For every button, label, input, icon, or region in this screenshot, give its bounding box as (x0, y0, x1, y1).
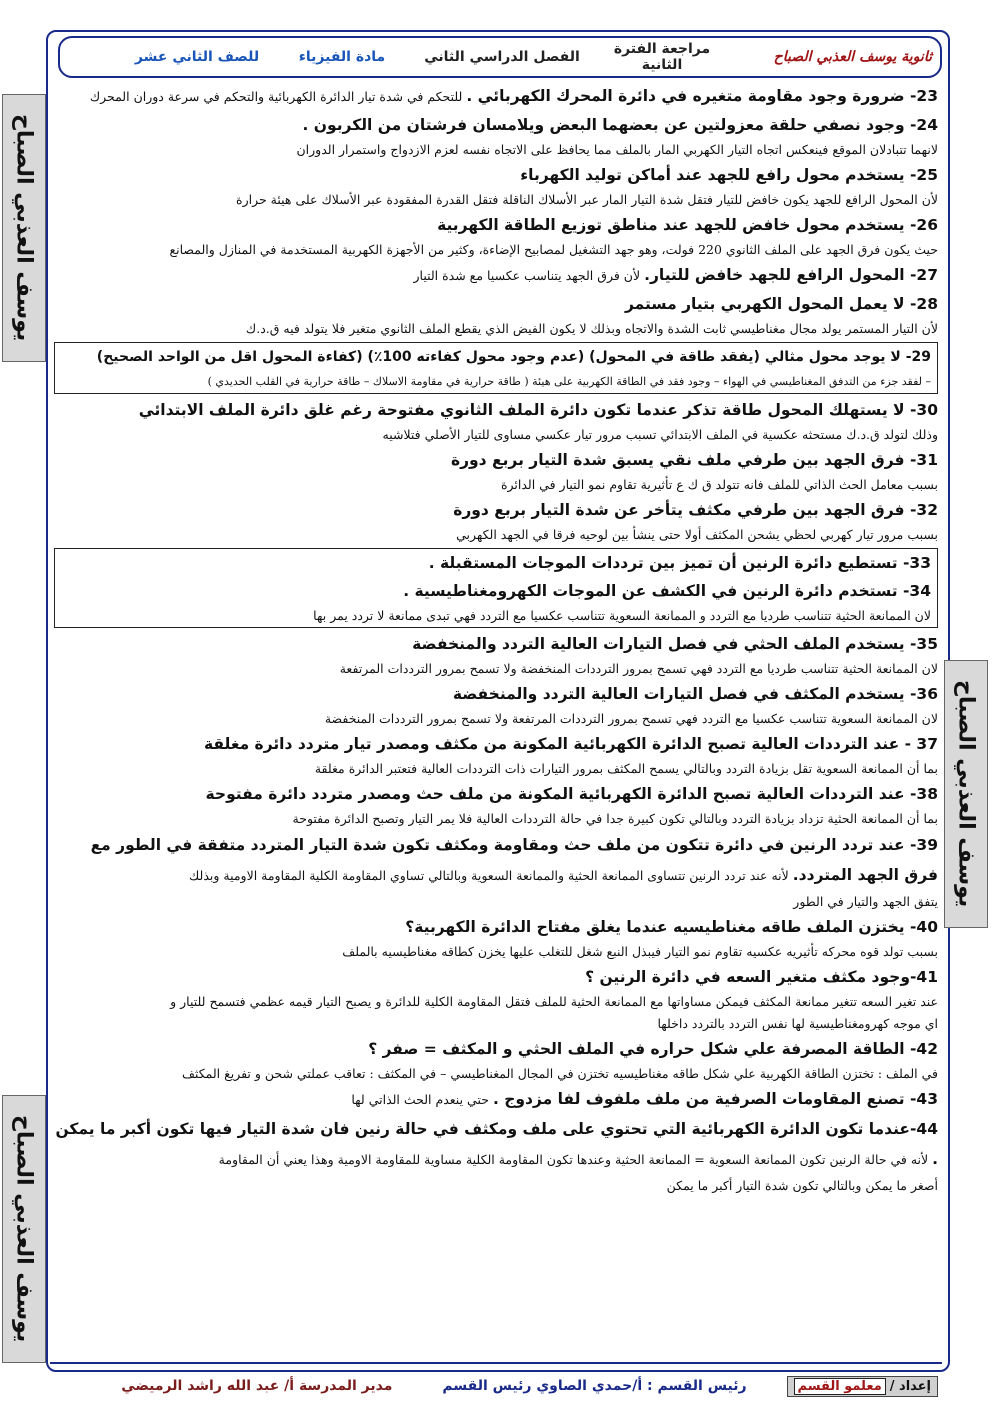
answer-text: لأن التيار المستمر يولد مجال مغناطيسي ثابت الشدة والاتجاه وبذلك لا يكون الفيض الذي يقطع الملف الثانوي متغير فلا يتولد فيه ق.د.ك (245, 321, 938, 336)
answer-inline: لأنه عند تردد الرنين تتساوى الممانعة الحثية والممانعة السعوية وبالتالي تساوي المقاومة الكلية المقاومة الاومية وبذلك (188, 868, 793, 883)
answer-text: في الملف : تختزن الطاقة الكهربية علي شكل طاقه مغناطيسيه تختزن في المجال المغناطيسي – في المكثف : تعاقب عملتي شحن و تفريغ المكثف (181, 1066, 938, 1081)
grade-label: للصف الثاني عشر (134, 49, 260, 65)
question-text: 28- لا يعمل المحول الكهربي بتيار مستمر (624, 295, 938, 313)
question-text: 25- يستخدم محول رافع للجهد عند أماكن توليد الكهرباء (520, 166, 938, 184)
answer-text: بسبب مرور تيار كهربي لحظي يشحن المكثف أولا حتى ينشأ بين لوحيه فرقا في الجهد الكهربي (456, 527, 938, 542)
question-text: 38- عند الترددات العالية تصبح الدائرة الكهربائية المكونة من ملف حث ومصدر متردد دائرة مفتوحة (205, 785, 938, 803)
side-banner-left-top (2, 94, 46, 362)
prepared-by-name: معلمو القسم (794, 1378, 886, 1395)
answer-text: يتفق الجهد والتيار في الطور (793, 894, 938, 909)
answer-text: لان الممانعة الحثية تتناسب طرديا مع التردد و الممانعة السعوية تتناسب عكسيا مع التردد فهي تبدى ممانعة لا تردد يمر بها (313, 608, 931, 623)
question-text: 34- تستخدم دائرة الرنين في الكشف عن الموجات الكهرومغناطيسية . (403, 582, 931, 600)
subject-label: مادة الفيزياء (298, 49, 386, 65)
question-text: 39- عند تردد الرنين في دائرة تتكون من ملف حث ومقاومة ومكثف تكون شدة التيار المتردد متفقة في الطور مع فرق الجهد المتردد. (90, 836, 938, 884)
answer-text: بما أن الممانعة الحثية تزداد بزيادة التردد وبالتالي تكون كبيرة جدا في حالة الترددات العالية فلا يمر التيار وتصبح الدائرة مفتوحة (292, 811, 938, 826)
answer-text: وذلك لتولد ق.د.ك مستحثه عكسية في الملف الابتدائي تسبب مرور تيار عكسي مساوى للتيار الأصلي فتلاشيه (382, 427, 938, 442)
question-text: 41-وجود مكثف متغير السعه في دائرة الرنين ؟ (585, 968, 938, 986)
boxed-items-33-34 (54, 548, 938, 628)
school-director: مدير المدرسة أ/ عبد الله راشد الرميضي (121, 1378, 393, 1394)
review-title: مراجعة الفترة الثانية (613, 41, 711, 73)
item-39 (54, 830, 938, 891)
answer-inline: للتحكم في شدة تيار الدائرة الكهربائية والتحكم في سرعة دوران المحرك (89, 89, 467, 104)
answer-text: بسبب تولد قوه محركه تأثيريه عكسيه تقاوم نمو التيار فيبذل النبع شغل للتغلب عليها يخزن كطاقه مغناطيسيه بالملف (342, 944, 938, 959)
answer-text: لأن المحول الرافع للجهد يكون خافض للتيار فتقل شدة التيار المار عبر الأسلاك الناقلة فتقل القدرة المفقودة عبر الأسلاك على هيئة حرارة (236, 192, 938, 207)
question-text: 33- تستطيع دائرة الرنين أن تميز بين ترددات الموجات المستقبلة . (428, 554, 931, 572)
answer-text: – لفقد جزء من التدفق المغناطيسي في الهواء – وجود فقد في الطاقة الكهربية على هيئة ( طاقة حرارية في مقاومة الاسلاك – طاقة حرارية في القلب الحديدي ) (207, 375, 931, 388)
question-text: 43- تصنع المقاومات الصرفية من ملف ملفوف لفا مزدوج . (492, 1090, 938, 1108)
prepared-by-label: إعداد / (889, 1378, 931, 1394)
answer-text: حيث يكون فرق الجهد على الملف الثانوي 220 فولت، وهو جهد التشغيل لمصابيح الإضاءة، وكثير من الأجهزة الكهربية المستخدمة في المنازل والمصانع (169, 242, 938, 257)
prepared-by (787, 1376, 938, 1397)
question-text: 37 - عند الترددات العالية تصبح الدائرة الكهربائية المكونة من مكثف ومصدر تيار متردد دائرة مغلقة (203, 735, 938, 753)
answer-text: لان الممانعة السعوية تتناسب عكسيا مع التردد فهي تسمح بمرور الترددات المرتفعة ولا تسمح بمرور الترددات المنخفضة (324, 711, 938, 726)
question-text: 36- يستخدم المكثف في فصل التيارات العالية التردد والمنخفضة (452, 685, 938, 703)
side-banner-right (944, 660, 988, 928)
side-banner-text: يوسف العذبي الصباح (11, 1115, 37, 1343)
item-44 (54, 1114, 938, 1175)
answer-inline: لأنه في حالة الرنين تكون الممانعة السعوية = الممانعة الحثية وعندها تكون المقاومة الكلية مساوية للمقاومة الاومية وهذا يعني أن المقاومة (218, 1152, 933, 1167)
item-23 (54, 82, 938, 111)
answer-text: لان الممانعة الحثية تتناسب طرديا مع التردد فهي تسمح بمرور الترددات المنخفضة ولا تسمح بمرور الترددات المرتفعة (339, 661, 938, 676)
answer-text: بما أن الممانعة السعوية تقل بزيادة التردد وبالتالي يسمح المكثف بمرور التيارات ذات الترددات العالية فتعتبر الدائرة مغلقة (314, 761, 938, 776)
page-footer (58, 1372, 938, 1400)
question-text: 29- لا يوجد محول مثالي (يفقد طاقة في المحول) (عدم وجود محول كفاءته 100٪) (كفاءة المحول اقل من الواحد الصحيح) (96, 349, 931, 365)
question-text: 40- يختزن الملف طاقه مغناطيسيه عندما يغلق مفتاح الدائرة الكهربية؟ (405, 918, 938, 936)
question-text: 35- يستخدم الملف الحثي في فصل التيارات العالية التردد والمنخفضة (412, 635, 938, 653)
item-27 (54, 261, 938, 290)
school-name: ثانوية يوسف العذبي الصباح (773, 49, 932, 65)
question-text: 42- الطاقة المصرفة علي شكل حراره في الملف الحثي و المكثف = صفر ؟ (368, 1040, 938, 1058)
answer-text: اي موجه كهرومغناطيسية لها نفس التردد بالتردد داخلها (657, 1016, 938, 1031)
answer-text: عند تغير السعه تتغير ممانعة المكثف فيمكن مساواتها مع الممانعة الحثية للملف فتقل المقاومة الكلية للدائرة و يصبح التيار قيمه عظمي فتسمح للتيار و (170, 994, 938, 1009)
answer-text: أصغر ما يمكن وبالتالي تكون شدة التيار أكبر ما يمكن (666, 1178, 938, 1193)
question-text: 27- المحول الرافع للجهد خافض للتيار. (644, 266, 938, 284)
answer-inline: حتي ينعدم الحث الذاتي لها (351, 1092, 493, 1107)
review-content (54, 82, 938, 1197)
department-head: رئيس القسم : أ/حمدي الصاوي رئيس القسم (442, 1378, 747, 1394)
question-text: 44-عندما تكون الدائرة الكهربائية التي تحتوي على ملف ومكثف في حالة رنين فان شدة التيار فيها تكون أكبر ما يمكن . (55, 1120, 938, 1168)
answer-inline: لأن فرق الجهد يتناسب عكسيا مع شدة التيار (413, 268, 645, 283)
question-text: 32- فرق الجهد بين طرفي مكثف يتأخر عن شدة التيار بربع دورة (453, 501, 938, 519)
question-text: 24- وجود نصفي حلقة معزولتين عن بعضهما البعض ويلامسان فرشتان من الكربون . (302, 116, 938, 134)
side-banner-left-bottom (2, 1095, 46, 1363)
answer-text: لانهما تتبادلان الموقع فينعكس اتجاه التيار الكهربي المار بالملف مما يحافظ على الاتجاه نفسه لعزم الازدواج واستمرار الدوران (296, 142, 938, 157)
semester-label: الفصل الدراسي الثاني (424, 49, 580, 65)
page-header (58, 36, 942, 78)
boxed-item-29 (54, 342, 938, 394)
question-text: 31- فرق الجهد بين طرفي ملف نقي يسبق شدة التيار بربع دورة (450, 451, 938, 469)
question-text: 26- يستخدم محول خافض للجهد عند مناطق توزيع الطاقة الكهربية (437, 216, 938, 234)
footer-divider (50, 1362, 942, 1364)
question-text: 30- لا يستهلك المحول طاقة تذكر عندما تكون دائرة الملف الثانوي مفتوحة رغم غلق دائرة الملف الابتدائي (138, 401, 938, 419)
question-text: 23- ضرورة وجود مقاومة متغيره في دائرة المحرك الكهربائي . (466, 87, 938, 105)
answer-text: بسبب معامل الحث الذاتي للملف فانه تتولد ق ك ع تأثيرية تقاوم نمو التيار في الدائرة (500, 477, 938, 492)
item-43 (54, 1085, 938, 1114)
side-banner-text: يوسف العذبي الصباح (953, 680, 979, 908)
side-banner-text: يوسف العذبي الصباح (11, 114, 37, 342)
